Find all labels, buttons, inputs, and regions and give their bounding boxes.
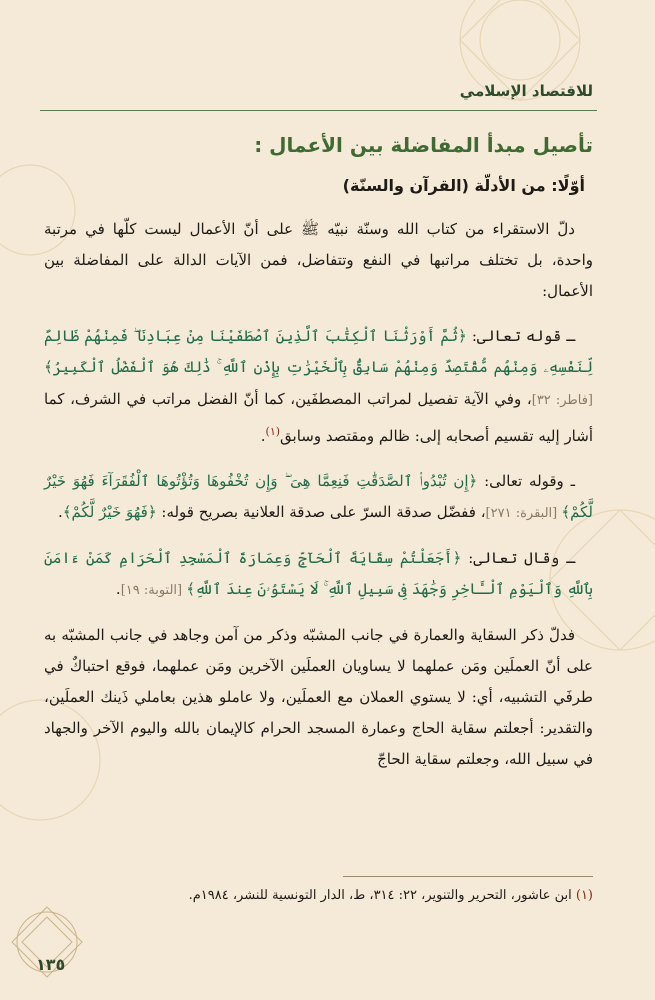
paragraph-text: ـ قوله تعالى:: [466, 327, 576, 345]
paragraph-text: .: [115, 580, 121, 598]
paragraph-text: ، وفي الآية تفصيل لمراتب المصطفَين، كما أنّ الفضل مراتب في الشرف، كما أشار إليه تقسيم أصحابه إلى: ظالم ومقتصد وسابق: [44, 390, 593, 445]
verse-reference: [فاطر: ٣٢]: [531, 393, 593, 408]
paragraph-text: .: [260, 427, 266, 445]
running-header: [40, 80, 597, 111]
paragraph-text: دلّ الاستقراء من كتاب الله وسنّة نبيّه ﷺ على أنّ الأعمال ليست كلّها في مرتبة واحدة، بل تختلف مراتبها في النفع وتتفاضل، فمن الآيات الدالة على المفاضلة بين الأعمال:: [44, 220, 593, 300]
paragraph-text: ـ وقوله تعالى:: [477, 472, 575, 490]
footnote-text: ابن عاشور، التحرير والتنوير، ٢٢: ٣١٤، ط، الدار التونسية للنشر، ١٩٨٤م.: [188, 888, 572, 903]
verse-reference: [البقرة: ٢٧١]: [485, 506, 562, 521]
paragraph-text: .: [57, 503, 63, 521]
quran-verse: ﴿ثُمَّ أَوْرَثْنَا ٱلْكِتَٰبَ ٱلَّذِينَ ٱصْطَفَيْنَا مِنْ عِبَادِنَا ۖ فَمِنْهُمْ ظَالِمٌ لِّنَفْسِهِۦ وَمِنْهُم مُّقْتَصِدٌ وَمِنْهُمْ سَابِقٌۢ بِٱلْخَيْرَٰتِ بِإِذْنِ ٱللَّهِ ۚ ذَٰلِكَ هُوَ ٱلْفَضْلُ ٱلْكَبِيرُ﴾: [44, 327, 593, 376]
page-number: ١٣٥: [36, 955, 66, 974]
paragraph-text: ـ وقال تعالى:: [461, 549, 575, 567]
running-title: للاقتصاد الإسلامي: [459, 82, 593, 100]
paragraph-text: فدلّ ذكر السقاية والعمارة في جانب المشبّه وذكر من آمن وجاهد في جانب المشبّه به على أنّ العملَين ومَن عملهما لا يساويان العملَين الآخرين ومَن عملهما، فوقع احتباكٌ في طرفَي التشبيه، أي: لا يستوي العملان مع العملَين، ولا عاملو هذين بعاملي ذَينك العملَين، والتقدير: أجعلتم سقاية الحاج وعمارة المسجد الحرام كالإيمان بالله واليوم الآخر والجهاد في سبيل الله، وجعلتم سقاية الحاجّ: [44, 626, 593, 768]
paragraph-p4: [44, 543, 593, 606]
paragraph-p1: [44, 214, 593, 307]
footnote-divider: [343, 876, 593, 877]
paragraph-p3: [44, 466, 593, 529]
sub-heading: أوّلًا: من الأدلّة (القرآن والسنّة): [342, 176, 585, 195]
quran-verse: ﴿فَهُوَ خَيْرٌ لَّكُمْ﴾: [62, 503, 157, 521]
footnote: [44, 884, 593, 908]
footnote-marker: (١): [265, 425, 281, 438]
verse-reference: [التوبة: ١٩]: [120, 583, 187, 598]
quran-verse: ﴿إِن تُبْدُوا۟ ٱلصَّدَقَٰتِ فَنِعِمَّا هِىَ ۖ وَإِن تُخْفُوهَا وَتُؤْتُوهَا ٱلْفُقَرَآءَ فَهُوَ خَيْرٌ لَّكُمْ﴾: [44, 472, 593, 521]
paragraph-text: ، ففضّل صدقة السرّ على صدقة العلانية بصريح قوله:: [156, 503, 486, 521]
main-content: [44, 120, 593, 789]
page-number-ornament: [0, 895, 95, 1000]
paragraph-p5: [44, 620, 593, 775]
quran-verse: ﴿أَجَعَلْتُمْ سِقَايَةَ ٱلْحَآجِّ وَعِمَارَةَ ٱلْمَسْجِدِ ٱلْحَرَامِ كَمَنْ ءَامَنَ بِٱللَّهِ وَٱلْيَوْمِ ٱلْـَٔاخِرِ وَجَٰهَدَ فِى سَبِيلِ ٱللَّهِ ۚ لَا يَسْتَوُۥنَ عِندَ ٱللَّهِ﴾: [44, 549, 593, 598]
footnote-number: (١): [575, 888, 593, 903]
paragraphs: [44, 214, 593, 775]
paragraph-p2: [44, 321, 593, 452]
section-heading: تأصيل مبدأ المفاضلة بين الأعمال :: [254, 133, 593, 157]
